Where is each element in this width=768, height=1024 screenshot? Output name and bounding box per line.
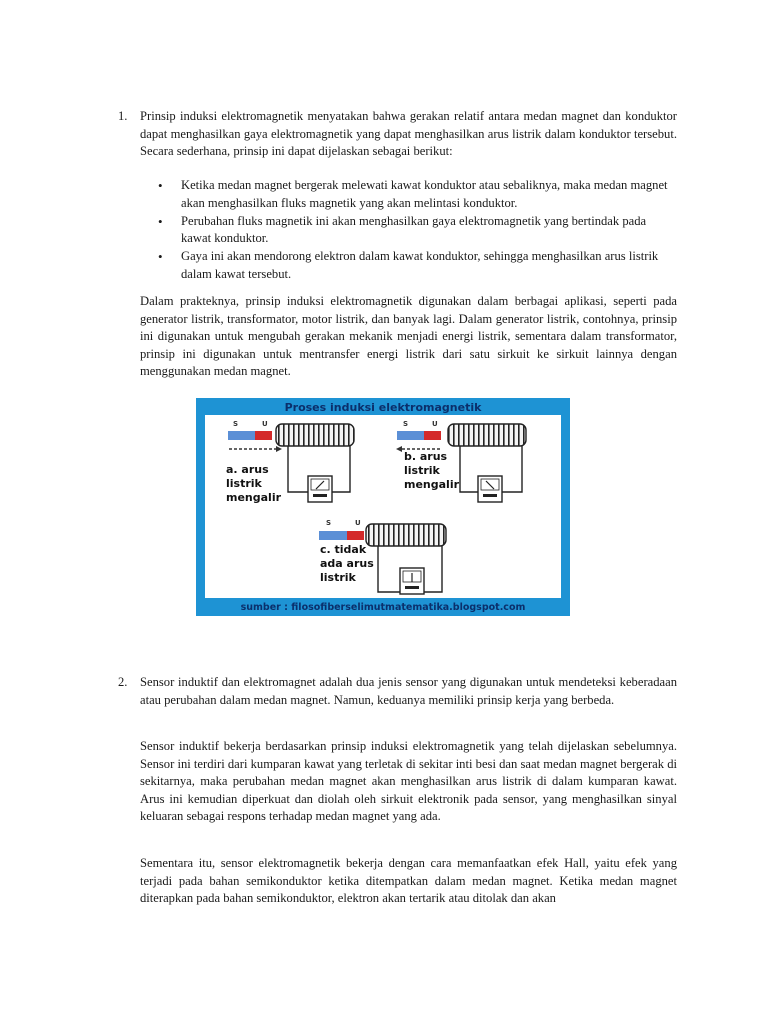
panel-b-line-3: mengalir — [404, 478, 460, 491]
list-item — [158, 248, 678, 283]
item1-bullet-list — [158, 177, 678, 284]
item1-intro-paragraph: Prinsip induksi elektromagnetik menyatakan bahwa gerakan relatif antara medan magnet dan konduktor dapat menghasilkan gaya elektromagnetik yang dapat menghasilkan arus listrik dalam konduktor tersebut. Secara sederhana, prinsip ini dapat dijelaskan sebagai berikut: — [140, 109, 677, 158]
list-item — [158, 177, 678, 212]
panel-c-line-2: ada arus — [320, 557, 374, 570]
panel-c-line-1: c. tidak — [320, 543, 367, 556]
list-number-1: 1. — [118, 109, 128, 123]
bullet-text: Perubahan fluks magnetik ini akan menghasilkan gaya elektromagnetik yang bertindak pada kawat konduktor. — [181, 213, 647, 245]
coil — [366, 524, 446, 546]
pole-u-label: U — [262, 420, 268, 428]
panel-a-line-2: listrik — [226, 477, 262, 490]
magnet-south — [397, 431, 424, 440]
figure-source: sumber : filosofiberselimutmatematika.blogspot.com — [240, 602, 526, 613]
induction-figure — [196, 398, 570, 616]
panel-a-line-3: mengalir — [226, 491, 282, 504]
magnet-north — [424, 431, 441, 440]
bullet-icon: • — [158, 178, 163, 193]
item2-electromagnetic-paragraph: Sementara itu, sensor elektromagnetik bekerja dengan cara memanfaatkan efek Hall, yaitu efek yang terjadi pada bahan semikonduktor ketika ditempatkan dalam medan magnet. Ketika medan magnet diterapkan pada bahan semikonduktor, elektron akan tertarik atau ditolak dan akan — [140, 856, 677, 905]
galvanometer-terminals — [483, 494, 497, 497]
bullet-icon: • — [158, 213, 163, 229]
pole-u-label: U — [432, 420, 438, 428]
magnet-north — [347, 531, 364, 540]
panel-b-line-1: b. arus — [404, 450, 448, 463]
panel-b-line-2: listrik — [404, 464, 440, 477]
coil — [448, 424, 526, 446]
item1-practice-paragraph: Dalam prakteknya, prinsip induksi elektromagnetik digunakan dalam berbagai aplikasi, seperti pada generator listrik, transformator, motor listrik, dan banyak lagi. Dalam generator listrik, contohnya, prinsip ini digunakan untuk mengubah gerakan mekanik menjadi energi listrik, sementara dalam transformator, prinsip ini digunakan untuk mentransfer energi listrik dari satu sirkuit ke sirkuit lainnya dengan menggunakan medan magnet. — [140, 294, 677, 378]
magnet-north — [255, 431, 272, 440]
pole-s-label: S — [403, 420, 409, 428]
bullet-icon: • — [158, 249, 163, 264]
figure-title: Proses induksi elektromagnetik — [284, 401, 482, 414]
item2-inductive-paragraph: Sensor induktif bekerja berdasarkan prinsip induksi elektromagnetik yang telah dijelaskan sebelumnya. Sensor ini terdiri dari kumparan kawat yang terletak di sekitar inti besi dan saat medan magnet bergerak di sekitarnya, maka perubahan medan magnet akan menghasilkan arus listrik di dalam kumparan kawat. Arus ini kemudian diperkuat dan diolah oleh sirkuit elektronik pada sensor, yang menghasilkan sinyal keluaran sebagai respons terhadap medan magnet yang ada. — [140, 739, 677, 823]
bullet-text: Ketika medan magnet bergerak melewati kawat konduktor atau sebaliknya, maka medan magnet akan menghasilkan fluks magnetik yang akan melintasi konduktor. — [181, 178, 668, 210]
panel-a-line-1: a. arus — [226, 463, 269, 476]
magnet-south — [319, 531, 347, 540]
galvanometer-terminals — [313, 494, 327, 497]
bullet-text: Gaya ini akan mendorong elektron dalam kawat konduktor, sehingga menghasilkan arus listrik dalam kawat tersebut. — [181, 249, 659, 281]
pole-u-label: U — [355, 519, 361, 527]
list-number-2: 2. — [118, 675, 128, 689]
item2-intro-paragraph: Sensor induktif dan elektromagnet adalah dua jenis sensor yang digunakan untuk mendeteksi keberadaan atau perubahan dalam medan magnet. Namun, keduanya memiliki prinsip kerja yang berbeda. — [140, 675, 677, 707]
pole-s-label: S — [326, 519, 332, 527]
coil — [276, 424, 354, 446]
list-item — [158, 213, 678, 248]
pole-s-label: S — [233, 420, 239, 428]
panel-c-line-3: listrik — [320, 571, 356, 584]
induction-diagram — [196, 398, 570, 616]
magnet-south — [228, 431, 255, 440]
galvanometer-terminals — [405, 586, 419, 589]
